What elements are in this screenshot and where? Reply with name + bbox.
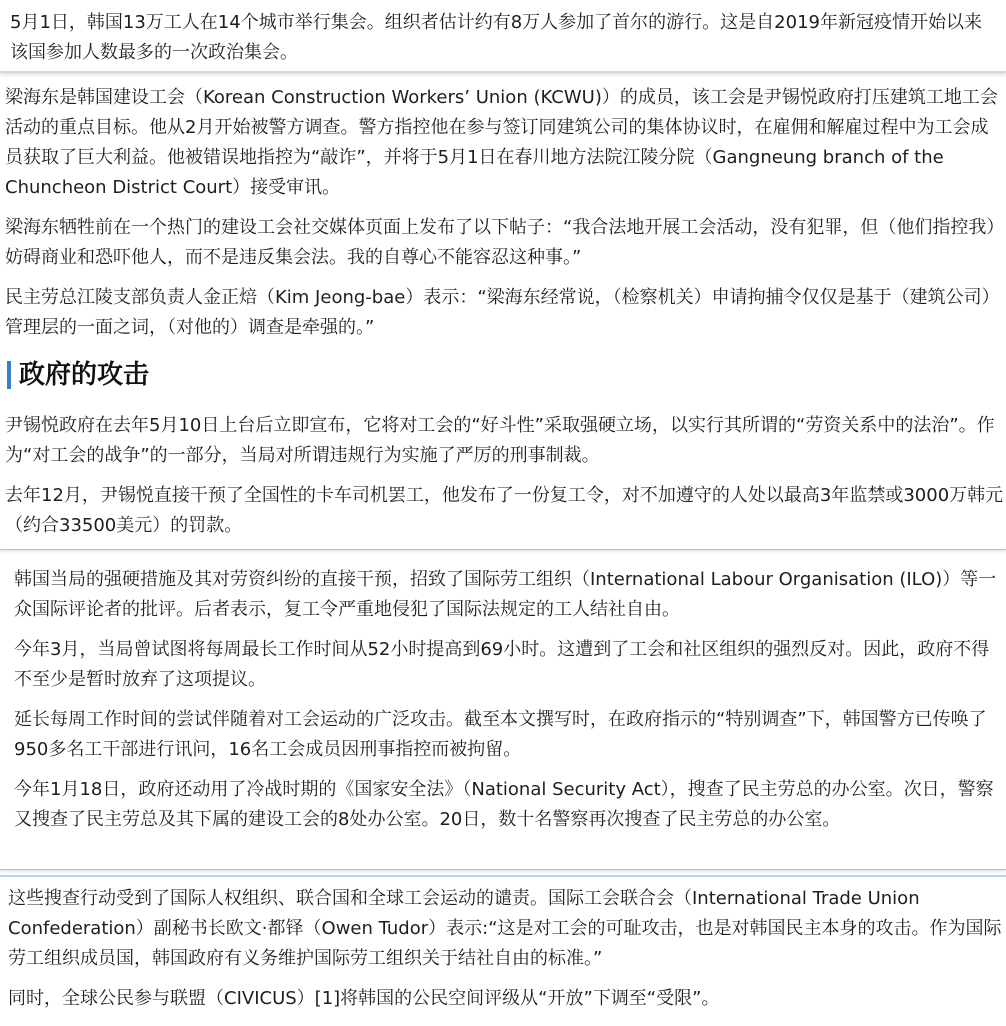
response-paragraph-2: 今年3月，当局曾试图将每周最长工作时间从52小时提高到69小时。这遭到了工会和社区组织的强烈反对。因此，政府不得不至少是暂时放弃了这项提议。 bbox=[14, 639, 990, 690]
response-paragraph-3: 延长每周工作时间的尝试伴随着对工会运动的广泛攻击。截至本文撰写时，在政府指示的“特别调查”下，韩国警方已传唤了950多名工干部进行讯问，16名工会成员因刑事指控而被拘留。 bbox=[14, 709, 987, 760]
intro-paragraph: 5月1日，韩国13万工人在14个城市举行集会。组织者估计约有8万人参加了首尔的游行。这是自2019年新冠疫情开始以来该国参加人数最多的一次政治集会。 bbox=[10, 12, 982, 63]
case-paragraph-1: 梁海东是韩国建设工会（Korean Construction Workers’ Union (KCWU)）的成员，该工会是尹锡悦政府打压建筑工地工会活动的重点目标。他从2月开始被警方调查。警方指控他在参与签订同建筑公司的集体协议时，在雇佣和解雇过程中为工会成员获取了巨大利益。他被错误地指控为“敲诈”，并将于5月1日在春川地方法院江陵分院（Gangneung branch of the Chuncheon District Court）接受审讯。 bbox=[5, 87, 998, 198]
case-section bbox=[0, 80, 1006, 550]
international-paragraph-2: 同时，全球公民参与联盟（CIVICUS）[1]将韩国的公民空间评级从“开放”下调至“受限”。 bbox=[8, 988, 720, 1009]
case-paragraph-5: 去年12月，尹锡悦直接干预了全国性的卡车司机罢工，他发布了一份复工令，对不加遵守的人处以最高3年监禁或3000万韩元（约合33500美元）的罚款。 bbox=[5, 485, 1004, 536]
response-paragraph-4: 今年1月18日，政府还动用了冷战时期的《国家安全法》（National Security Act），搜查了民主劳总的办公室。次日，警察又搜查了民主劳总及其下属的建设工会的8处办公室。20日，数十名警察再次搜查了民主劳总的办公室。 bbox=[14, 779, 994, 830]
international-section bbox=[0, 875, 1006, 1026]
response-paragraph-1: 韩国当局的强硬措施及其对劳资纠纷的直接干预，招致了国际劳工组织（International Labour Organisation (ILO)）等一众国际评论者的批评。后者表示，复工令严重地侵犯了国际法规定的工人结社自由。 bbox=[14, 569, 997, 620]
heading-accent-bar bbox=[7, 361, 11, 389]
heading-title: 政府的攻击 bbox=[19, 360, 150, 390]
section-heading bbox=[7, 357, 1004, 393]
case-paragraph-3: 民主劳总江陵支部负责人金正焙（Kim Jeong-bae）表示：“梁海东经常说，（检察机关）申请拘捕令仅仅是基于（建筑公司）管理层的一面之词，（对他的）调查是牵强的。” bbox=[5, 287, 1000, 338]
response-section bbox=[0, 556, 1006, 870]
case-paragraph-4: 尹锡悦政府在去年5月10日上台后立即宣布，它将对工会的“好斗性”采取强硬立场，以实行其所谓的“劳资关系中的法治”。作为“对工会的战争”的一部分，当局对所谓违规行为实施了严厉的刑事制裁。 bbox=[5, 415, 995, 466]
case-paragraph-2: 梁海东牺牲前在一个热门的建设工会社交媒体页面上发布了以下帖子：“我合法地开展工会活动，没有犯罪，但（他们指控我）妨碍商业和恐吓他人，而不是违反集会法。我的自尊心不能容忍这种事。” bbox=[5, 217, 996, 268]
international-paragraph-1: 这些搜查行动受到了国际人权组织、联合国和全球工会运动的谴责。国际工会联合会（International Trade Union Confederation）副秘书长欧文·都铎（Owen Tudor）表示:“这是对工会的可耻攻击，也是对韩国民主本身的攻击。作为国际劳工组织成员国，韩国政府有义务维护国际劳工组织关于结社自由的标准。” bbox=[8, 888, 1002, 969]
intro-section bbox=[0, 0, 1006, 73]
